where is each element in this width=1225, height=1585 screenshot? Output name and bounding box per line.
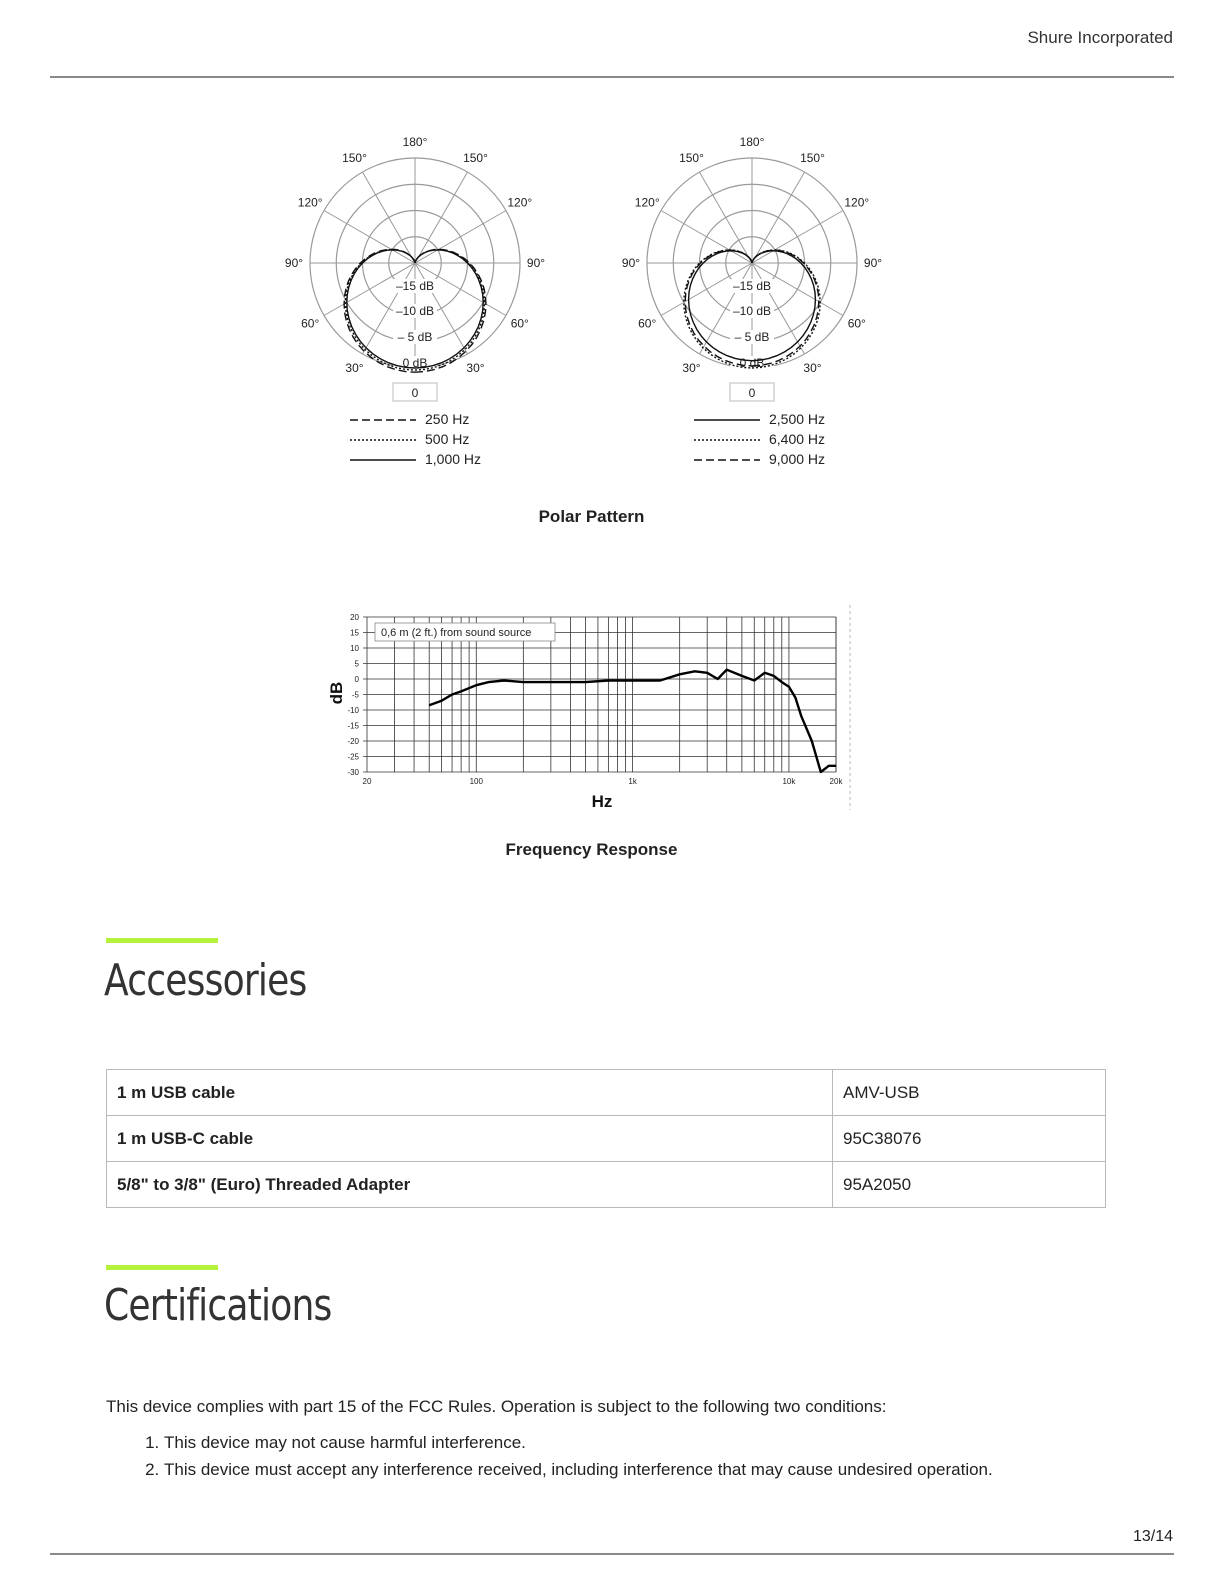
- y-tick-label: -5: [351, 690, 359, 700]
- accessory-part-number: 95C38076: [833, 1116, 1106, 1162]
- polar-pattern-diagram: [270, 130, 950, 485]
- certifications-intro: This device complies with part 15 of the FCC Rules. Operation is subject to the following two conditions:: [106, 1397, 887, 1416]
- polar-angle-label: 150°: [679, 151, 704, 166]
- polar-angle-label: 90°: [284, 256, 304, 270]
- accessory-name: 1 m USB cable: [107, 1070, 833, 1116]
- x-axis-label: Hz: [591, 792, 613, 811]
- legend-label: 9,000 Hz: [769, 451, 826, 467]
- polar-angle-label: 180°: [739, 135, 765, 149]
- polar-zero-label: 0: [411, 386, 419, 400]
- table-row: [107, 1070, 1106, 1116]
- legend-label: 500 Hz: [425, 431, 470, 447]
- footer-rule: [50, 1553, 1174, 1555]
- polar-angle-label: 180°: [402, 135, 428, 149]
- polar-angle-label: 30°: [345, 360, 364, 375]
- y-tick-label: 10: [350, 644, 359, 653]
- accessory-part-number: 95A2050: [833, 1162, 1106, 1208]
- polar-angle-label: 120°: [844, 195, 870, 210]
- accessories-table: [106, 1069, 1106, 1208]
- polar-angle-label: 150°: [342, 151, 367, 166]
- certifications-conditions-list: [106, 1430, 993, 1484]
- certifications-heading: Certifications: [104, 1280, 332, 1331]
- polar-angle-label: 60°: [638, 316, 657, 331]
- legend-label: 2,500 Hz: [769, 411, 826, 427]
- polar-db-label: 0 dB: [739, 356, 765, 370]
- polar-angle-label: 120°: [507, 195, 533, 210]
- polar-db-label: – 5 dB: [397, 330, 433, 344]
- y-axis-label: dB: [327, 681, 346, 705]
- polar-angle-label: 90°: [863, 256, 883, 270]
- page-number: 13/14: [1132, 1528, 1173, 1545]
- polar-pattern-caption: Polar Pattern: [538, 507, 645, 526]
- table-row: [107, 1116, 1106, 1162]
- polar-angle-label: 90°: [621, 256, 641, 270]
- polar-left-chart: [285, 135, 545, 467]
- polar-db-label: – 5 dB: [734, 330, 770, 344]
- header-rule: [50, 76, 1174, 78]
- y-tick-label: -25: [347, 752, 359, 762]
- polar-angle-label: 60°: [847, 316, 866, 331]
- polar-angle-label: 30°: [682, 360, 701, 375]
- polar-angle-label: 120°: [297, 195, 323, 210]
- x-tick-label: 1k: [628, 777, 637, 786]
- polar-db-label: –10 dB: [395, 304, 435, 318]
- accessories-accent-bar: [106, 938, 218, 943]
- certifications-accent-bar: [106, 1265, 218, 1270]
- table-row: [107, 1162, 1106, 1208]
- polar-db-label: 0 dB: [402, 356, 428, 370]
- y-tick-label: 0: [354, 675, 359, 684]
- x-tick-label: 20k: [829, 777, 843, 786]
- polar-db-label: –15 dB: [395, 279, 435, 293]
- list-item: 2. This device must accept any interference received, including interference that may cause undesired operation.: [164, 1457, 993, 1484]
- polar-db-label: –10 dB: [732, 304, 772, 318]
- polar-db-label: –15 dB: [732, 279, 772, 293]
- frequency-response-chart: [320, 600, 865, 820]
- polar-zero-label: 0: [748, 386, 756, 400]
- x-tick-label: 20: [362, 777, 372, 786]
- polar-angle-label: 60°: [301, 316, 320, 331]
- y-tick-label: -30: [347, 768, 359, 777]
- x-tick-label: 100: [469, 777, 483, 786]
- polar-angle-label: 90°: [526, 256, 546, 270]
- legend-label: 250 Hz: [425, 411, 470, 427]
- y-tick-label: -20: [347, 737, 359, 746]
- list-item: 1. This device may not cause harmful interference.: [164, 1430, 993, 1457]
- polar-angle-label: 120°: [634, 195, 660, 210]
- y-tick-label: -10: [347, 706, 359, 715]
- polar-angle-label: 30°: [466, 360, 485, 375]
- polar-right-chart: [622, 135, 882, 467]
- legend-label: 1,000 Hz: [425, 451, 482, 467]
- y-tick-label: 5: [354, 659, 359, 669]
- x-tick-label: 10k: [782, 777, 796, 786]
- y-tick-label: -15: [347, 721, 359, 731]
- y-tick-label: 15: [350, 628, 359, 638]
- frequency-response-caption: Frequency Response: [505, 840, 678, 859]
- accessory-part-number: AMV-USB: [833, 1070, 1106, 1116]
- accessory-name: 5/8" to 3/8" (Euro) Threaded Adapter: [107, 1162, 833, 1208]
- polar-angle-label: 150°: [800, 151, 825, 166]
- y-tick-label: 20: [350, 613, 359, 622]
- accessories-heading: Accessories: [104, 955, 307, 1006]
- polar-angle-label: 30°: [803, 360, 822, 375]
- legend-label: 6,400 Hz: [769, 431, 826, 447]
- polar-angle-label: 150°: [463, 151, 488, 166]
- chart-annotation: 0,6 m (2 ft.) from sound source: [381, 627, 532, 639]
- header-company: Shure Incorporated: [1027, 28, 1173, 47]
- polar-angle-label: 60°: [510, 316, 529, 331]
- accessory-name: 1 m USB-C cable: [107, 1116, 833, 1162]
